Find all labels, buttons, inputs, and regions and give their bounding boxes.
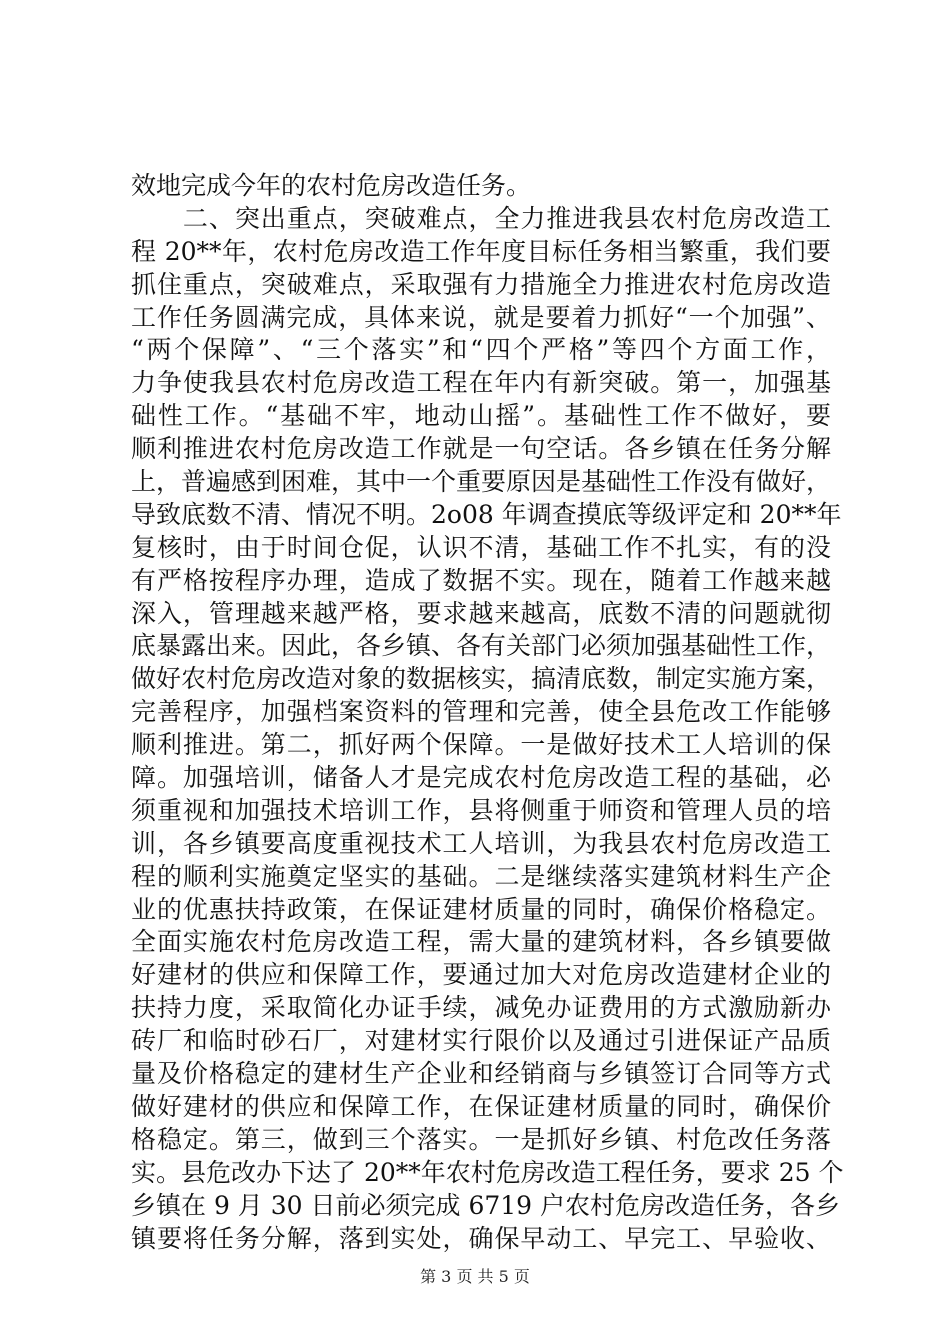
text-line: 效地完成今年的农村危房改造任务。 [131, 171, 532, 200]
text-line: 础性工作。“基础不牢，地动山摇”。基础性工作不做好，要 [131, 401, 831, 431]
text-line: 全面实施农村危房改造工程，需大量的建筑材料，各乡镇要做 [131, 927, 831, 957]
text-line: 复核时，由于时间仓促，认识不清，基础工作不扎实，有的没 [131, 532, 831, 562]
text-line: 障。加强培训，储备人才是完成农村危房改造工程的基础，必 [131, 763, 831, 793]
text-line: 镇要将任务分解，落到实处，确保早动工、早完工、早验收、 [131, 1223, 831, 1253]
text-line: 量及价格稳定的建材生产企业和经销商与乡镇签订合同等方式 [131, 1059, 831, 1089]
text-line: 上，普遍感到困难，其中一个重要原因是基础性工作没有做好， [131, 467, 832, 497]
text-line: 砖厂和临时砂石厂，对建材实行限价以及通过引进保证产品质 [131, 1026, 831, 1056]
text-line: 做好建材的供应和保障工作，在保证建材质量的同时，确保价 [131, 1091, 831, 1121]
text-line: 做好农村危房改造对象的数据核实，搞清底数，制定实施方案， [131, 664, 832, 694]
text-line: 有严格按程序办理，造成了数据不实。现在，随着工作越来越 [131, 565, 831, 595]
text-line: 导致底数不清、情况不明。2o08 年调查摸底等级评定和 20**年 [131, 499, 842, 529]
text-line: 程的顺利实施奠定坚实的基础。二是继续落实建筑材料生产企 [131, 861, 831, 891]
body-text [131, 170, 844, 1255]
text-line: 完善程序，加强档案资料的管理和完善，使全县危改工作能够 [131, 697, 831, 727]
text-line: 底暴露出来。因此，各乡镇、各有关部门必须加强基础性工作， [131, 631, 832, 661]
text-line: 顺利推进。第二，抓好两个保障。一是做好技术工人培训的保 [131, 730, 831, 760]
text-line: 工作任务圆满完成，具体来说，就是要着力抓好“一个加强”、 [131, 302, 831, 332]
text-line: “两个保障”、“三个落实”和“四个严格”等四个方面工作， [131, 335, 831, 365]
text-line: 须重视和加强技术培训工作，县将侧重于师资和管理人员的培 [131, 795, 831, 825]
text-line: 乡镇在 9 月 30 日前必须完成 6719 户农村危房改造任务，各乡 [131, 1190, 841, 1220]
text-line: 力争使我县农村危房改造工程在年内有新突破。第一，加强基 [131, 368, 831, 398]
text-line: 扶持力度，采取简化办证手续，减免办证费用的方式激励新办 [131, 993, 831, 1023]
text-line: 格稳定。第三，做到三个落实。一是抓好乡镇、村危改任务落 [131, 1124, 831, 1154]
text-line: 训，各乡镇要高度重视技术工人培训，为我县农村危房改造工 [131, 828, 831, 858]
text-line: 实。县危改办下达了 20**年农村危房改造工程任务，要求 25 个 [131, 1157, 844, 1187]
text-line: 程 20**年，农村危房改造工作年度目标任务相当繁重，我们要 [131, 236, 831, 266]
text-line: 好建材的供应和保障工作，要通过加大对危房改造建材企业的 [131, 960, 831, 990]
text-line: 深入，管理越来越严格，要求越来越高，底数不清的问题就彻 [131, 598, 831, 628]
text-line: 业的优惠扶持政策，在保证建材质量的同时，确保价格稳定。 [131, 894, 831, 924]
text-line: 二、突出重点，突破难点，全力推进我县农村危房改造工 [131, 203, 831, 233]
text-line: 顺利推进农村危房改造工作就是一句空话。各乡镇在任务分解 [131, 434, 831, 464]
page-number-footer: 第 3 页 共 5 页 [420, 1267, 530, 1286]
text-line: 抓住重点，突破难点，采取强有力措施全力推进农村危房改造 [131, 269, 831, 299]
